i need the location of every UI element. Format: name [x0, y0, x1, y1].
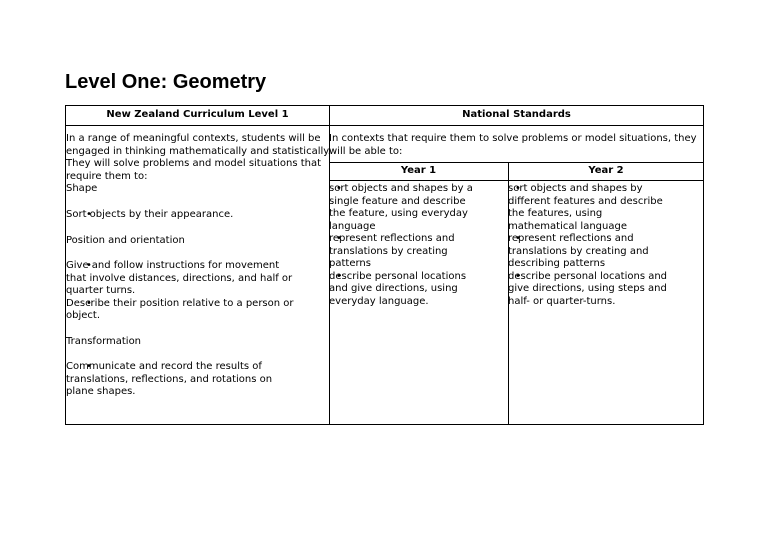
- section-shape-heading: Shape: [66, 183, 98, 194]
- intro-line: They will solve problems and model situations that: [66, 158, 322, 169]
- list-item: • describe personal locations and give directions, using steps and half- or quarter-turns.: [508, 271, 704, 309]
- list-item: • Sort objects by their appearance.: [66, 209, 329, 222]
- section-position-heading: Position and orientation: [66, 235, 185, 246]
- transformation-list: [66, 361, 329, 399]
- section-transformation-heading: Transformation: [66, 336, 142, 347]
- list-item: • represent reflections and translations by creating and describing patterns: [508, 233, 704, 271]
- list-item: • Communicate and record the results of translations, reflections, and rotations on plane shapes.: [66, 361, 329, 399]
- right-intro: [329, 133, 697, 158]
- list-item: • sort objects and shapes by a single feature and describe the feature, using everyday language: [329, 183, 508, 233]
- right-column-header: National Standards: [462, 109, 571, 120]
- intro-line: engaged in thinking mathematically and statistically.: [66, 145, 331, 157]
- left-column-header: New Zealand Curriculum Level 1: [106, 109, 289, 120]
- header-divider: [66, 125, 703, 126]
- year1-header: Year 1: [400, 165, 437, 176]
- shape-list: [66, 209, 329, 222]
- position-list: [66, 260, 329, 323]
- list-item: • sort objects and shapes by different features and describe the features, using mathematical language: [508, 183, 704, 233]
- intro-line: require them to:: [66, 170, 148, 182]
- intro-line: In a range of meaningful contexts, students will be: [66, 133, 321, 144]
- year1-list: [329, 183, 508, 308]
- left-intro: [66, 133, 331, 183]
- list-item: • represent reflections and translations by creating patterns: [329, 233, 508, 271]
- year2-header: Year 2: [588, 165, 624, 176]
- list-item: • Describe their position relative to a person or object.: [66, 298, 329, 323]
- intro-line: In contexts that require them to solve problems or model situations, they: [329, 133, 697, 144]
- intro-line: will be able to:: [329, 145, 403, 157]
- list-item: • describe personal locations and give directions, using everyday language.: [329, 271, 508, 309]
- curriculum-table: [65, 105, 704, 425]
- year-header-bottom: [329, 180, 703, 181]
- page-title: Level One: Geometry: [65, 71, 267, 93]
- year-header-top: [329, 162, 703, 163]
- year2-list: [508, 183, 704, 308]
- list-item: • Give and follow instructions for movement that involve distances, directions, and half or quarter turns.: [66, 260, 329, 298]
